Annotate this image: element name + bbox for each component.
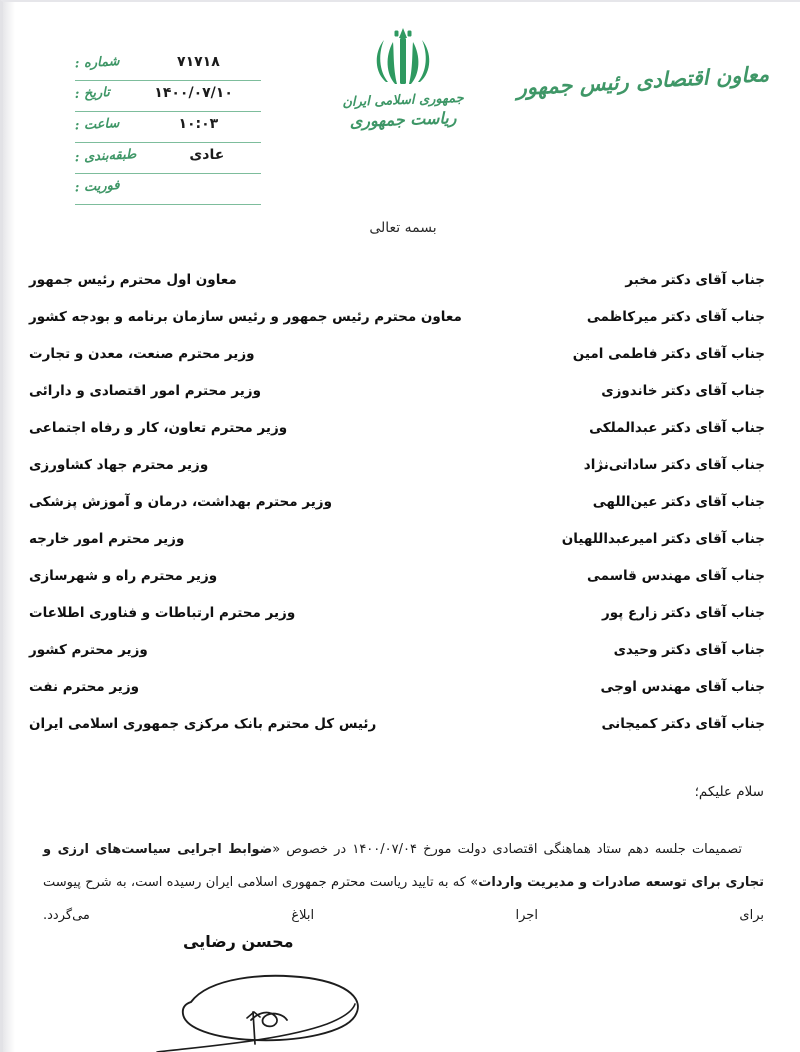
field-label-time: ساعت : (74, 116, 120, 134)
recipient-title: وزیر محترم امور اقتصادی و دارائی (29, 383, 261, 399)
recipient-name: جناب آقای دکتر کمیجانی (601, 716, 765, 732)
emblem-block (313, 24, 493, 129)
field-row-classification (75, 147, 275, 178)
recipient-name: جناب آقای دکتر فاطمی امین (572, 346, 765, 362)
emblem-caption-country: جمهوری اسلامی ایران (342, 90, 464, 111)
body-paragraph: تصمیمات جلسه دهم ستاد هماهنگی اقتصادی دولت مورخ ۱۴۰۰/۰۷/۰۴ در خصوص «ضوابط اجرایی سیاست‌های ارزی و تجاری برای توسعه صادرات و مدیریت واردات» که به تایید ریاست محترم جمهوری اسلامی ایران رسیده است، به شرح پیوست برای اجرا ابلاغ می‌گردد. (43, 842, 764, 923)
recipient-name: جناب آقای دکتر وحیدی (613, 642, 765, 658)
field-row-number (75, 54, 275, 85)
recipient-name: جناب آقای دکتر زارع پور (602, 605, 765, 621)
field-value-number: ۷۱۷۱۸ (177, 54, 220, 70)
recipient-row (23, 642, 775, 679)
recipient-row (23, 420, 775, 457)
body-emphasis: ضوابط اجرایی سیاست‌های ارزی و تجاری برای توسعه صادرات و مدیریت واردات (43, 842, 764, 890)
recipient-row (23, 716, 775, 753)
signatory-name: محسن رضایی (183, 932, 294, 951)
recipient-row (23, 531, 775, 568)
field-row-urgency (75, 178, 275, 209)
recipient-row (23, 383, 775, 420)
recipient-row (23, 457, 775, 494)
recipient-row (23, 272, 775, 309)
emblem-caption-presidency: ریاست جمهوری (349, 108, 457, 131)
recipient-title: وزیر محترم جهاد کشاورزی (29, 457, 209, 473)
invocation-bismillah: بسمه تعالی (369, 220, 437, 236)
field-label-date: تاریخ : (74, 85, 111, 102)
recipient-row (23, 494, 775, 531)
recipient-title: وزیر محترم راه و شهرسازی (29, 568, 218, 584)
recipient-name: جناب آقای دکتر مخبر (625, 272, 765, 288)
recipient-title: وزیر محترم بهداشت، درمان و آموزش پزشکی (29, 494, 332, 510)
recipient-title: وزیر محترم صنعت، معدن و تجارت (29, 346, 255, 362)
recipient-title: رئیس کل محترم بانک مرکزی جمهوری اسلامی ایران (29, 716, 377, 732)
recipient-title: وزیر محترم کشور (29, 642, 148, 658)
field-value-date: ۱۴۰۰/۰۷/۱۰ (154, 85, 233, 101)
recipient-name: جناب آقای دکتر عبدالملکی (589, 420, 765, 436)
field-value-classification: عادی (189, 147, 225, 163)
recipient-title: معاون محترم رئیس جمهور و رئیس سازمان برنامه و بودجه کشور (29, 309, 462, 325)
recipient-title: وزیر محترم نفت (29, 679, 139, 695)
recipient-name: جناب آقای دکتر امیرعبداللهیان (561, 531, 765, 547)
field-rule (75, 80, 261, 81)
signature-block (123, 932, 413, 1052)
field-rule (75, 142, 261, 143)
recipient-row (23, 605, 775, 642)
recipient-row (23, 679, 775, 716)
field-value-urgency (122, 178, 275, 180)
recipient-row (23, 309, 775, 346)
recipients-list (3, 272, 800, 753)
field-rule (75, 173, 261, 174)
recipient-title: وزیر محترم امور خارجه (29, 531, 185, 547)
recipient-name: جناب آقای دکتر میرکاظمی (586, 309, 765, 325)
recipient-title: معاون اول محترم رئیس جمهور (29, 272, 237, 288)
recipient-title: وزیر محترم تعاون، کار و رفاه اجتماعی (29, 420, 288, 436)
field-label-classification: طبقه‌بندی : (74, 147, 137, 166)
recipient-name: جناب آقای دکتر خاندوزی (601, 383, 765, 399)
field-label-urgency: فوریت : (74, 178, 120, 196)
field-label-number: شماره : (74, 54, 120, 72)
letterhead (3, 2, 800, 252)
header-fields (75, 54, 275, 209)
recipient-title: وزیر محترم ارتباطات و فناوری اطلاعات (29, 605, 296, 621)
field-row-time (75, 116, 275, 147)
field-rule (75, 111, 261, 112)
department-title: معاون اقتصادی رئیس جمهور (515, 61, 770, 101)
recipient-name: جناب آقای دکتر ساداتی‌نژاد (583, 457, 765, 473)
recipient-row (23, 346, 775, 383)
handwritten-signature-mark (113, 954, 403, 1052)
salutation: سلام علیکم؛ (694, 784, 764, 800)
recipient-name: جناب آقای دکتر عین‌اللهی (592, 494, 765, 510)
field-rule (75, 204, 261, 205)
recipient-row (23, 568, 775, 605)
field-value-time: ۱۰:۰۳ (178, 116, 219, 132)
field-row-date (75, 85, 275, 116)
recipient-name: جناب آقای مهندس قاسمی (587, 568, 765, 584)
iran-emblem-icon (313, 24, 493, 90)
recipient-name: جناب آقای مهندس اوجی (600, 679, 765, 695)
